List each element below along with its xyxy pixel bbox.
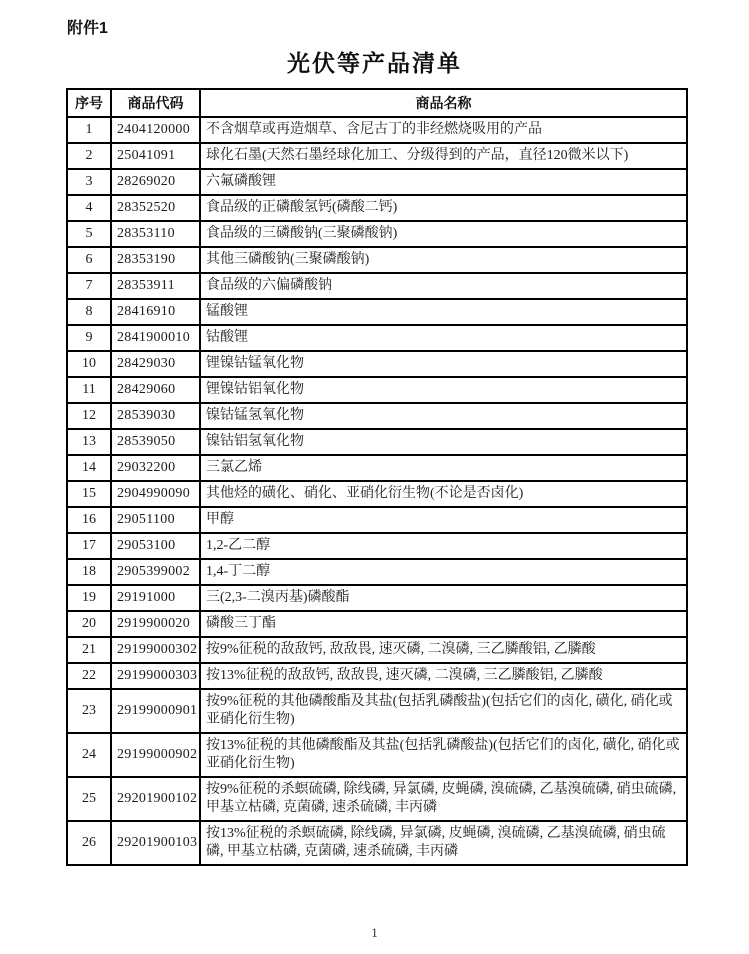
- code-cell: 28353110: [111, 221, 200, 247]
- code-cell: 29191000: [111, 585, 200, 611]
- name-cell: 三(2,3-二溴丙基)磷酸酯: [200, 585, 687, 611]
- serial-cell: 14: [67, 455, 111, 481]
- table-row: [67, 299, 687, 325]
- serial-cell: 18: [67, 559, 111, 585]
- table-row: [67, 221, 687, 247]
- name-cell: 1,4-丁二醇: [200, 559, 687, 585]
- name-cell: 三氯乙烯: [200, 455, 687, 481]
- name-cell: 甲醇: [200, 507, 687, 533]
- name-cell: 球化石墨(天然石墨经球化加工、分级得到的产品，直径120微米以下): [200, 143, 687, 169]
- serial-cell: 23: [67, 689, 111, 733]
- name-cell: 六氟磷酸锂: [200, 169, 687, 195]
- serial-cell: 16: [67, 507, 111, 533]
- code-cell: 2919900020: [111, 611, 200, 637]
- name-cell: 按13%征税的杀螟硫磷, 除线磷, 异氯磷, 皮蝇磷, 溴硫磷, 乙基溴硫磷, 硝虫硫磷, 甲基立枯磷, 克菌磷, 速杀硫磷, 丰丙磷: [200, 821, 687, 865]
- serial-cell: 26: [67, 821, 111, 865]
- serial-cell: 19: [67, 585, 111, 611]
- serial-cell: 10: [67, 351, 111, 377]
- code-cell: 2904990090: [111, 481, 200, 507]
- table-row: [67, 481, 687, 507]
- code-cell: 28353911: [111, 273, 200, 299]
- table-row: [67, 169, 687, 195]
- column-header-serial: 序号: [67, 89, 111, 117]
- name-cell: 锂镍钴锰氧化物: [200, 351, 687, 377]
- table-row: [67, 533, 687, 559]
- code-cell: 29053100: [111, 533, 200, 559]
- serial-cell: 9: [67, 325, 111, 351]
- code-cell: 29199000302: [111, 637, 200, 663]
- serial-cell: 13: [67, 429, 111, 455]
- name-cell: 锰酸锂: [200, 299, 687, 325]
- name-cell: 镍钴锰氢氧化物: [200, 403, 687, 429]
- serial-cell: 17: [67, 533, 111, 559]
- serial-cell: 4: [67, 195, 111, 221]
- table-row: [67, 377, 687, 403]
- serial-cell: 5: [67, 221, 111, 247]
- code-cell: 28429030: [111, 351, 200, 377]
- table-row: [67, 143, 687, 169]
- code-cell: 29032200: [111, 455, 200, 481]
- code-cell: 2404120000: [111, 117, 200, 143]
- name-cell: 磷酸三丁酯: [200, 611, 687, 637]
- code-cell: 28269020: [111, 169, 200, 195]
- serial-cell: 24: [67, 733, 111, 777]
- code-cell: 2905399002: [111, 559, 200, 585]
- table-row: [67, 247, 687, 273]
- table-row: [67, 273, 687, 299]
- table-row: [67, 325, 687, 351]
- table-row: [67, 689, 687, 733]
- code-cell: 2841900010: [111, 325, 200, 351]
- name-cell: 按13%征税的其他磷酸酯及其盐(包括乳磷酸盐)(包括它们的卤化, 磺化, 硝化或亚硝化衍生物): [200, 733, 687, 777]
- code-cell: 28539050: [111, 429, 200, 455]
- serial-cell: 22: [67, 663, 111, 689]
- table-row: [67, 455, 687, 481]
- serial-cell: 6: [67, 247, 111, 273]
- name-cell: 按9%征税的敌敌钙, 敌敌畏, 速灭磷, 二溴磷, 三乙膦酸铝, 乙膦酸: [200, 637, 687, 663]
- table-row: [67, 559, 687, 585]
- serial-cell: 11: [67, 377, 111, 403]
- name-cell: 1,2-乙二醇: [200, 533, 687, 559]
- code-cell: 29201900103: [111, 821, 200, 865]
- code-cell: 28539030: [111, 403, 200, 429]
- table-header-row: [67, 89, 687, 117]
- code-cell: 29051100: [111, 507, 200, 533]
- table-row: [67, 403, 687, 429]
- name-cell: 按9%征税的其他磷酸酯及其盐(包括乳磷酸盐)(包括它们的卤化, 磺化, 硝化或亚硝化衍生物): [200, 689, 687, 733]
- name-cell: 镍钴铝氢氧化物: [200, 429, 687, 455]
- serial-cell: 21: [67, 637, 111, 663]
- page-title: 光伏等产品清单: [287, 50, 462, 76]
- code-cell: 28353190: [111, 247, 200, 273]
- name-cell: 锂镍钴铝氧化物: [200, 377, 687, 403]
- table-row: [67, 637, 687, 663]
- code-cell: 28429060: [111, 377, 200, 403]
- column-header-name: 商品名称: [200, 89, 687, 117]
- code-cell: 25041091: [111, 143, 200, 169]
- table-row: [67, 733, 687, 777]
- serial-cell: 3: [67, 169, 111, 195]
- serial-cell: 2: [67, 143, 111, 169]
- table-row: [67, 585, 687, 611]
- serial-cell: 25: [67, 777, 111, 821]
- attachment-label: 附件1: [67, 20, 108, 37]
- code-cell: 29199000303: [111, 663, 200, 689]
- serial-cell: 20: [67, 611, 111, 637]
- serial-cell: 7: [67, 273, 111, 299]
- page-number: 1: [371, 925, 378, 940]
- name-cell: 按13%征税的敌敌钙, 敌敌畏, 速灭磷, 二溴磷, 三乙膦酸铝, 乙膦酸: [200, 663, 687, 689]
- code-cell: 28352520: [111, 195, 200, 221]
- serial-cell: 15: [67, 481, 111, 507]
- table-row: [67, 777, 687, 821]
- name-cell: 食品级的三磷酸钠(三聚磷酸钠): [200, 221, 687, 247]
- table-row: [67, 821, 687, 865]
- table-row: [67, 611, 687, 637]
- code-cell: 29201900102: [111, 777, 200, 821]
- products-table: [66, 88, 688, 866]
- table-row: [67, 507, 687, 533]
- code-cell: 29199000901: [111, 689, 200, 733]
- name-cell: 其他烃的磺化、硝化、亚硝化衍生物(不论是否卤化): [200, 481, 687, 507]
- name-cell: 不含烟草或再造烟草、含尼古丁的非经燃烧吸用的产品: [200, 117, 687, 143]
- name-cell: 钴酸锂: [200, 325, 687, 351]
- name-cell: 按9%征税的杀螟硫磷, 除线磷, 异氯磷, 皮蝇磷, 溴硫磷, 乙基溴硫磷, 硝虫硫磷, 甲基立枯磷, 克菌磷, 速杀硫磷, 丰丙磷: [200, 777, 687, 821]
- name-cell: 食品级的六偏磷酸钠: [200, 273, 687, 299]
- name-cell: 食品级的正磷酸氢钙(磷酸二钙): [200, 195, 687, 221]
- code-cell: 29199000902: [111, 733, 200, 777]
- serial-cell: 8: [67, 299, 111, 325]
- code-cell: 28416910: [111, 299, 200, 325]
- table-row: [67, 117, 687, 143]
- table-row: [67, 351, 687, 377]
- table-row: [67, 429, 687, 455]
- serial-cell: 12: [67, 403, 111, 429]
- table-row: [67, 663, 687, 689]
- table-row: [67, 195, 687, 221]
- column-header-code: 商品代码: [111, 89, 200, 117]
- serial-cell: 1: [67, 117, 111, 143]
- name-cell: 其他三磷酸钠(三聚磷酸钠): [200, 247, 687, 273]
